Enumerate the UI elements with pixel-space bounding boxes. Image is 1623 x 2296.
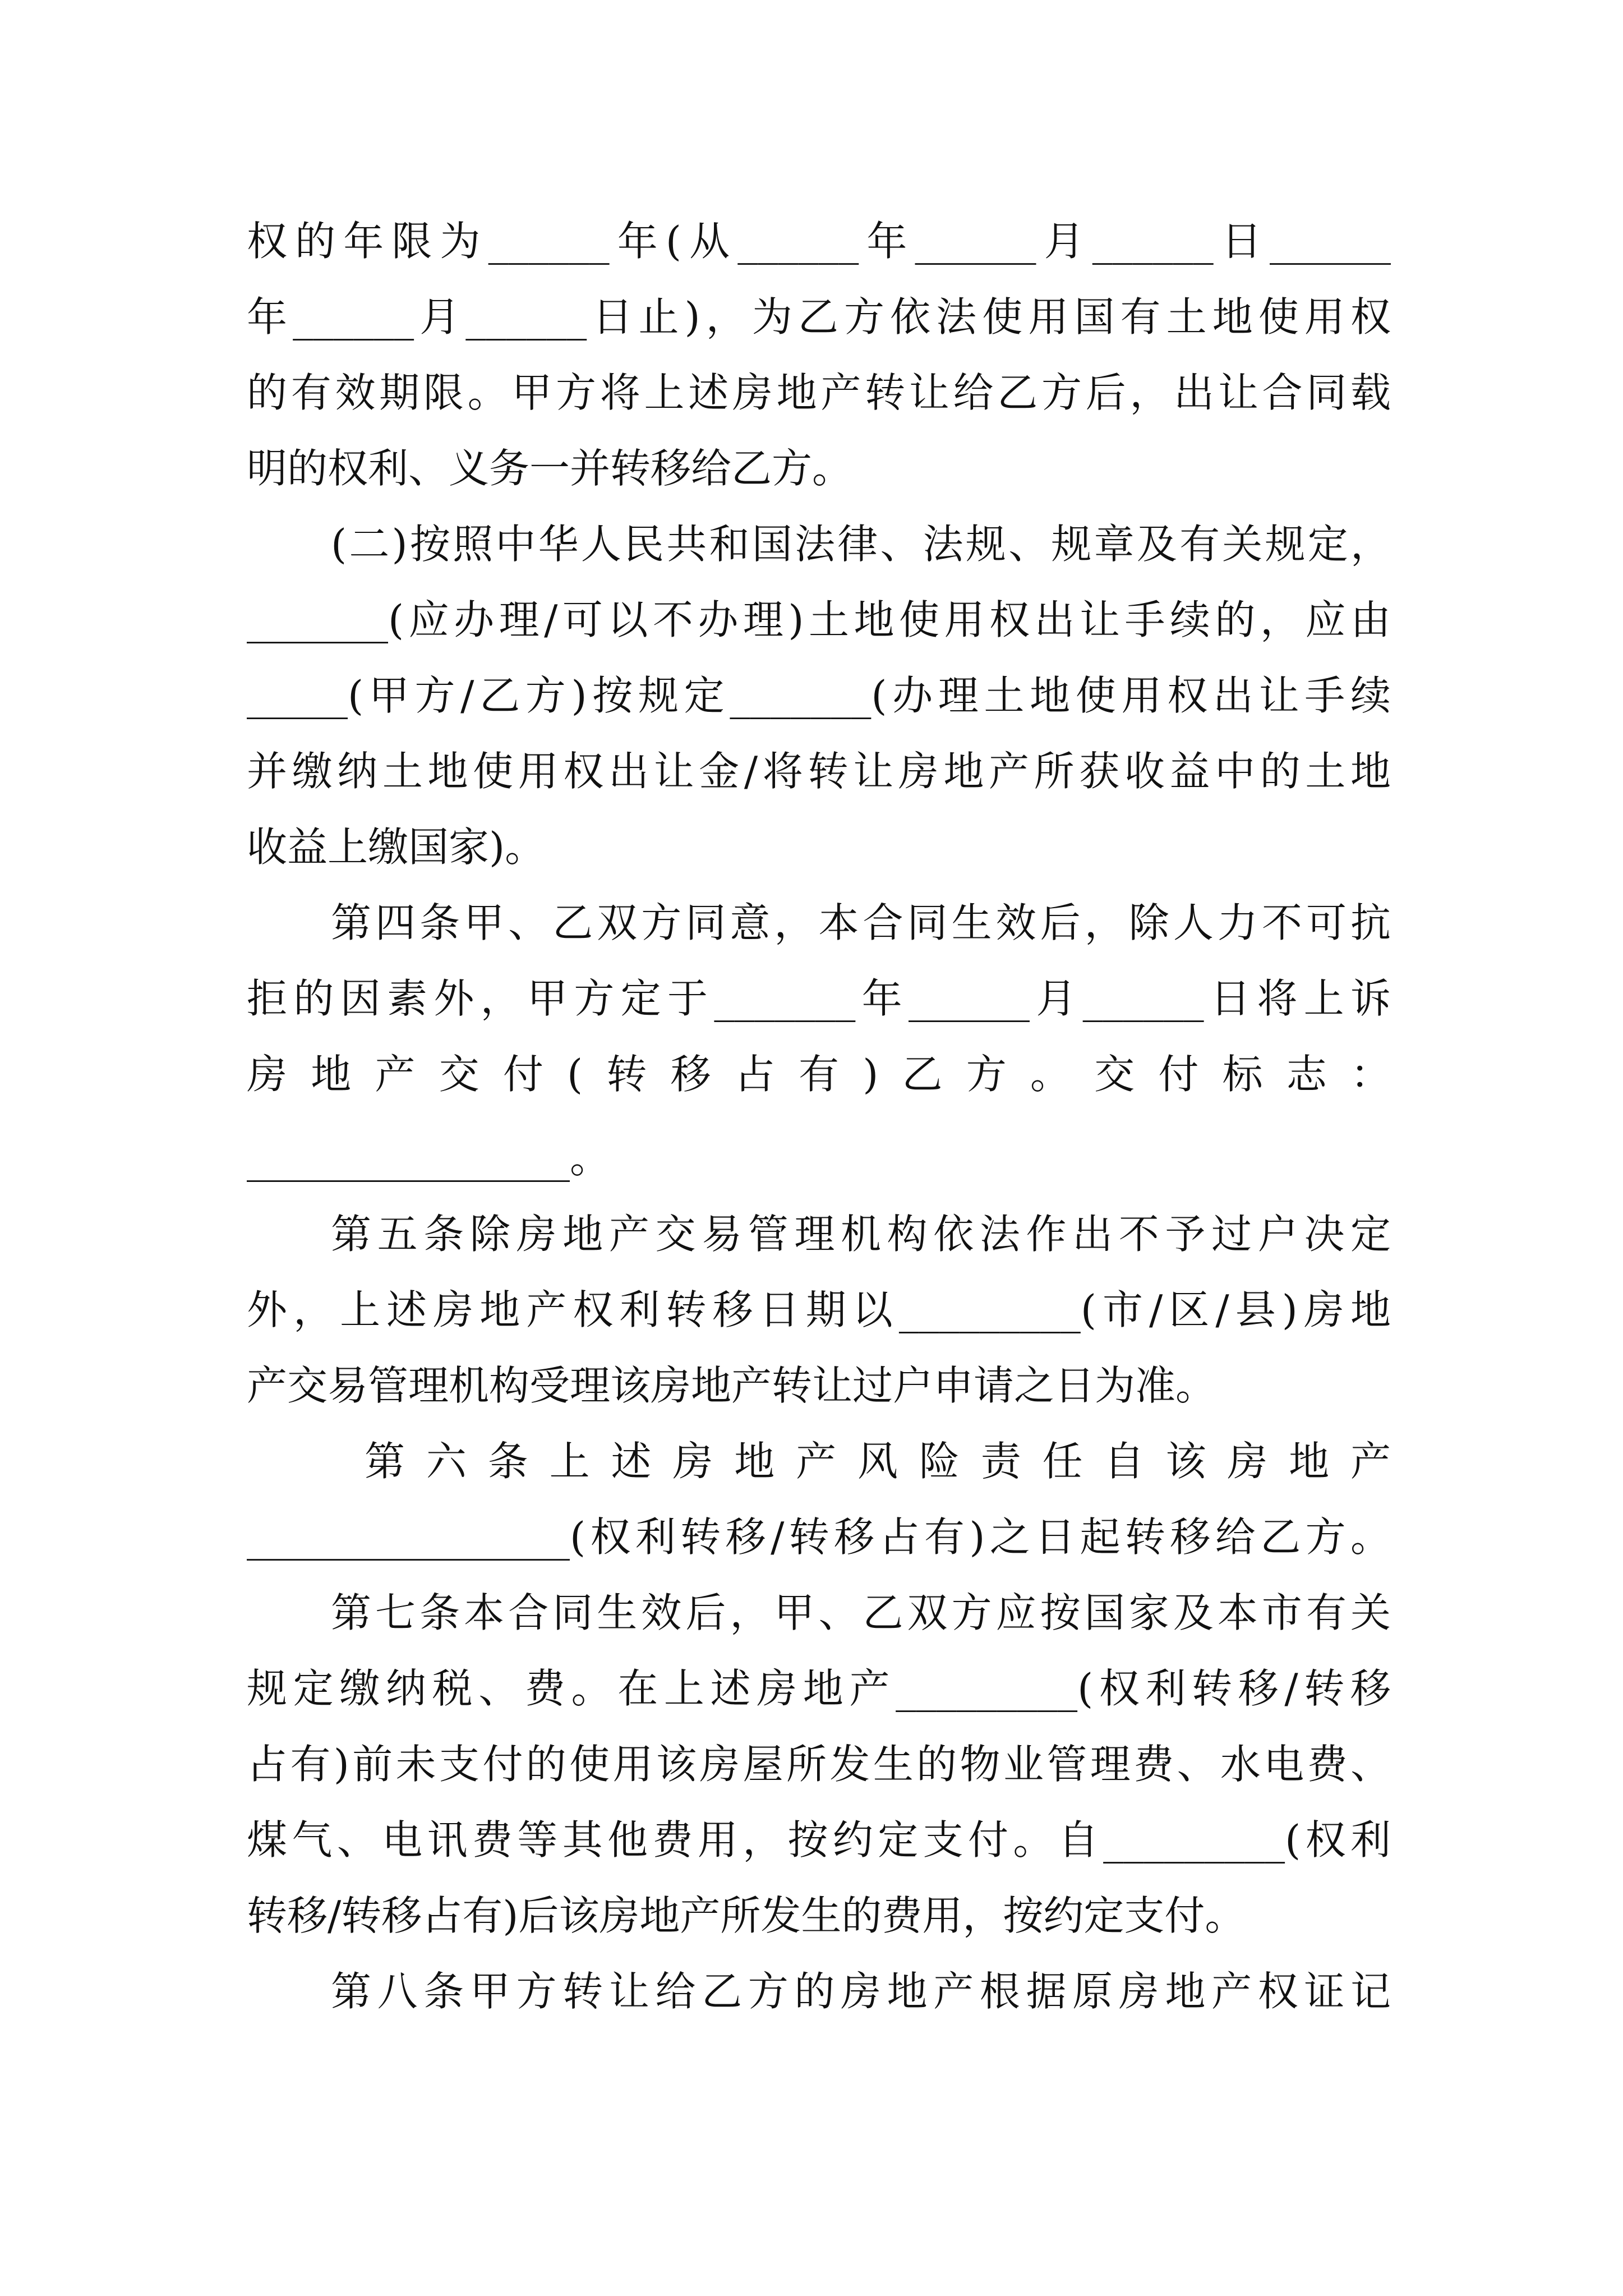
text-line-16: 产交易管理机构受理该房地产转让过户申请之日为准。 <box>247 1362 1216 1409</box>
text-line-18: ________________(权利转移/转移占有)之日起转移给乙方。 <box>247 1513 1391 1561</box>
text-line-21: 占有)前未支付的使用该房屋所发生的物业管理费、水电费、 <box>247 1741 1391 1788</box>
text-line-1: 权的年限为______年(从______年______月______日______ <box>247 218 1391 265</box>
text-line-13: ________________。 <box>247 1135 610 1182</box>
text-line-7: _____(甲方/乙方)按规定_______(办理土地使用权出让手续 <box>247 672 1391 719</box>
text-line-15: 外，上述房地产权利转移日期以_________(市/区/县)房地 <box>247 1286 1391 1333</box>
text-line-20: 规定缴纳税、费。在上述房地产_________(权利转移/转移 <box>247 1665 1391 1712</box>
text-line-5: (二)按照中华人民共和国法律、法规、规章及有关规定， <box>331 521 1391 568</box>
text-line-24: 第八条甲方转让给乙方的房地产根据原房地产权证记 <box>331 1968 1391 2015</box>
text-line-9: 收益上缴国家)。 <box>247 823 546 871</box>
text-line-22: 煤气、电讯费等其他费用，按约定支付。自_________(权利 <box>247 1816 1391 1864</box>
text-line-4: 明的权利、义务一并转移给乙方。 <box>247 445 853 492</box>
text-line-12: 房地产交付(转移占有)乙方。交付标志： <box>247 1051 1391 1098</box>
text-line-14: 第五条除房地产交易管理机构依法作出不予过户决定 <box>331 1211 1391 1258</box>
text-line-23: 转移/转移占有)后该房地产所发生的费用，按约定支付。 <box>247 1892 1246 1939</box>
text-line-8: 并缴纳土地使用权出让金/将转让房地产所获收益中的土地 <box>247 748 1391 795</box>
text-line-17: 第六条上述房地产风险责任自该房地产 <box>365 1438 1391 1485</box>
text-line-10: 第四条甲、乙双方同意，本合同生效后，除人力不可抗 <box>331 899 1391 946</box>
text-line-3: 的有效期限。甲方将上述房地产转让给乙方后，出让合同载 <box>247 369 1391 416</box>
text-line-2: 年______月______日止)，为乙方依法使用国有土地使用权 <box>247 293 1391 341</box>
text-line-11: 拒的因素外，甲方定于_______年______月______日将上诉 <box>247 975 1391 1022</box>
text-line-19: 第七条本合同生效后，甲、乙双方应按国家及本市有关 <box>331 1589 1391 1636</box>
text-line-6: _______(应办理/可以不办理)土地使用权出让手续的，应由 <box>247 596 1391 643</box>
